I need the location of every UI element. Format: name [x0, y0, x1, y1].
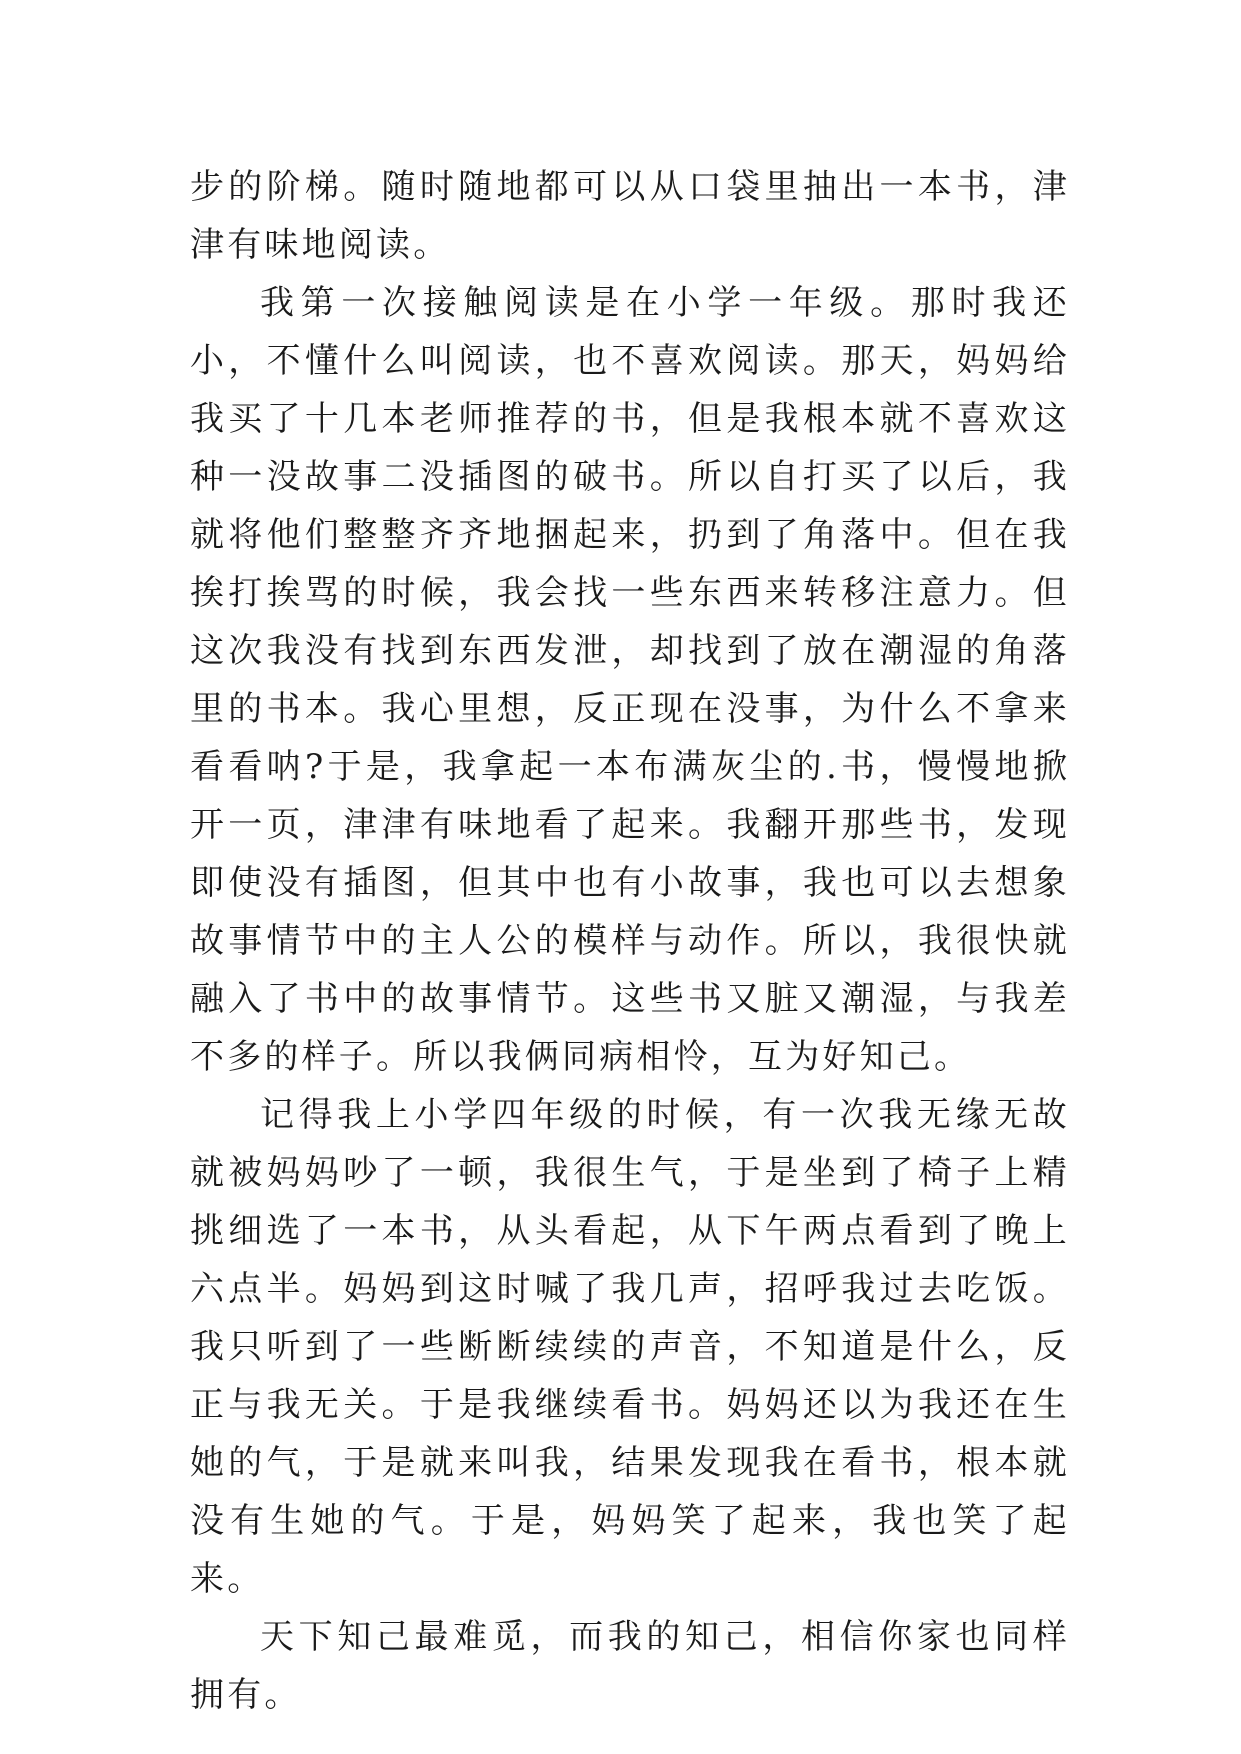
paragraph-3: 记得我上小学四年级的时候，有一次我无缘无故就被妈妈吵了一顿，我很生气，于是坐到了椅子上精挑细选了一本书，从头看起，从下午两点看到了晚上六点半。妈妈到这时喊了我几声，招呼我过去吃饭。我只听到了一些断断续续的声音，不知道是什么，反正与我无关。于是我继续看书。妈妈还以为我还在生她的气，于是就来叫我，结果发现我在看书，根本就没有生她的气。于是，妈妈笑了起来，我也笑了起来。 — [190, 1095, 1070, 1599]
body-text — [190, 158, 1070, 1724]
paragraph-2: 我第一次接触阅读是在小学一年级。那时我还小，不懂什么叫阅读，也不喜欢阅读。那天，妈妈给我买了十几本老师推荐的书，但是我根本就不喜欢这种一没故事二没插图的破书。所以自打买了以后，我就将他们整整齐齐地捆起来，扔到了角落中。但在我挨打挨骂的时候，我会找一些东西来转移注意力。但这次我没有找到东西发泄，却找到了放在潮湿的角落里的书本。我心里想，反正现在没事，为什么不拿来看看呐?于是，我拿起一本布满灰尘的.书，慢慢地掀开一页，津津有味地看了起来。我翻开那些书，发现即使没有插图，但其中也有小故事，我也可以去想象故事情节中的主人公的模样与动作。所以，我很快就融入了书中的故事情节。这些书又脏又潮湿，与我差不多的样子。所以我俩同病相怜，互为好知己。 — [190, 283, 1070, 1077]
paragraph-4: 天下知己最难觅，而我的知己，相信你家也同样拥有。 — [190, 1617, 1070, 1715]
paragraph-1: 步的阶梯。随时随地都可以从口袋里抽出一本书，津津有味地阅读。 — [190, 167, 1070, 265]
